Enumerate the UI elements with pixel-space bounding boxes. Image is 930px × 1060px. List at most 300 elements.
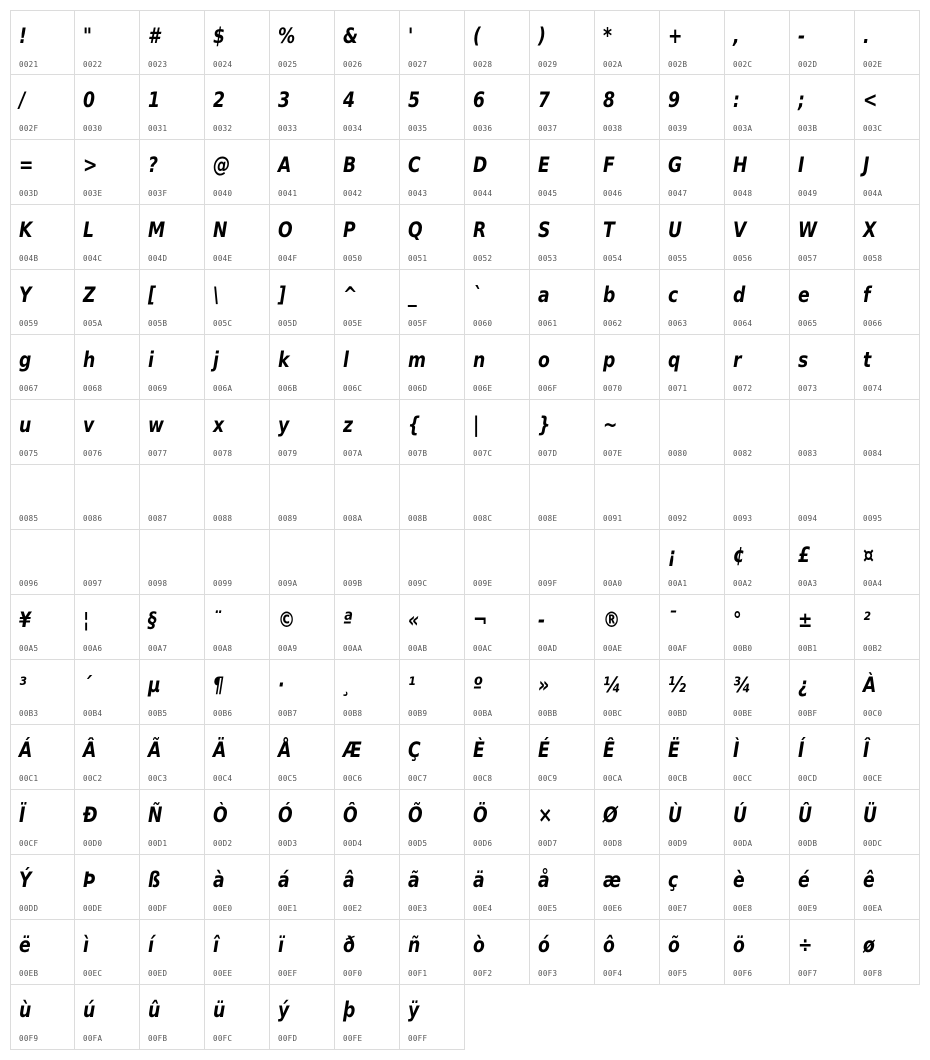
glyph-cell bbox=[270, 75, 335, 140]
glyph-codepoint: 00F4 bbox=[603, 969, 623, 978]
glyph-cell bbox=[400, 205, 465, 270]
glyph-cell bbox=[855, 205, 920, 270]
glyph-cell bbox=[530, 205, 595, 270]
glyph-codepoint: 0040 bbox=[213, 189, 233, 198]
glyph-char: 1 bbox=[148, 88, 160, 112]
glyph-cell bbox=[465, 270, 530, 335]
glyph-cell bbox=[465, 725, 530, 790]
glyph-codepoint: 0069 bbox=[148, 384, 168, 393]
glyph-char: [ bbox=[148, 283, 156, 307]
glyph-cell bbox=[270, 465, 335, 530]
glyph-char: R bbox=[473, 218, 487, 242]
glyph-codepoint: 00A3 bbox=[798, 579, 818, 588]
glyph-char: Ö bbox=[473, 803, 488, 827]
glyph-cell bbox=[660, 660, 725, 725]
glyph-codepoint: 0070 bbox=[603, 384, 623, 393]
glyph-char: > bbox=[83, 153, 98, 177]
glyph-char: à bbox=[213, 868, 225, 892]
glyph-codepoint: 009B bbox=[343, 579, 363, 588]
glyph-cell bbox=[270, 270, 335, 335]
glyph-codepoint: 00B7 bbox=[278, 709, 298, 718]
glyph-cell bbox=[725, 530, 790, 595]
glyph-codepoint: 00AF bbox=[668, 644, 688, 653]
glyph-codepoint: 00F7 bbox=[798, 969, 818, 978]
glyph-char: = bbox=[19, 153, 34, 177]
glyph-char: N bbox=[213, 218, 228, 242]
glyph-cell bbox=[595, 530, 660, 595]
glyph-cell bbox=[660, 465, 725, 530]
glyph-char: ä bbox=[473, 868, 485, 892]
glyph-codepoint: 0039 bbox=[668, 124, 688, 133]
glyph-codepoint: 00D1 bbox=[148, 839, 168, 848]
glyph-codepoint: 0072 bbox=[733, 384, 753, 393]
glyph-char: a bbox=[538, 283, 550, 307]
glyph-char: Ï bbox=[19, 803, 26, 827]
glyph-cell bbox=[140, 10, 205, 75]
glyph-char: ¡ bbox=[668, 543, 676, 567]
glyph-cell bbox=[270, 920, 335, 985]
glyph-codepoint: 0053 bbox=[538, 254, 558, 263]
glyph-codepoint: 007A bbox=[343, 449, 363, 458]
glyph-char: ¹ bbox=[408, 673, 416, 697]
glyph-codepoint: 0074 bbox=[863, 384, 883, 393]
glyph-codepoint: 0087 bbox=[148, 514, 168, 523]
glyph-cell bbox=[400, 335, 465, 400]
glyph-codepoint: 0077 bbox=[148, 449, 168, 458]
glyph-char: - bbox=[798, 24, 806, 48]
glyph-char: ü bbox=[213, 998, 226, 1022]
glyph-char: ] bbox=[278, 283, 286, 307]
glyph-cell bbox=[205, 10, 270, 75]
glyph-char: Ý bbox=[19, 868, 32, 892]
glyph-cell bbox=[725, 920, 790, 985]
glyph-codepoint: 00A4 bbox=[863, 579, 883, 588]
glyph-cell bbox=[205, 855, 270, 920]
glyph-codepoint: 006E bbox=[473, 384, 493, 393]
glyph-cell bbox=[400, 140, 465, 205]
glyph-char: è bbox=[733, 868, 745, 892]
glyph-cell bbox=[270, 595, 335, 660]
glyph-cell bbox=[140, 985, 205, 1050]
glyph-cell bbox=[270, 10, 335, 75]
glyph-char: ¢ bbox=[733, 543, 745, 567]
glyph-codepoint: 0098 bbox=[148, 579, 168, 588]
glyph-codepoint: 00AB bbox=[408, 644, 428, 653]
glyph-cell bbox=[10, 270, 75, 335]
glyph-codepoint: 00A1 bbox=[668, 579, 688, 588]
glyph-codepoint: 009E bbox=[473, 579, 493, 588]
glyph-char: ð bbox=[343, 933, 355, 957]
glyph-cell bbox=[855, 920, 920, 985]
glyph-codepoint: 005D bbox=[278, 319, 298, 328]
glyph-codepoint: 0061 bbox=[538, 319, 558, 328]
glyph-cell bbox=[140, 530, 205, 595]
glyph-codepoint: 00CD bbox=[798, 774, 818, 783]
glyph-cell bbox=[335, 335, 400, 400]
glyph-cell bbox=[335, 270, 400, 335]
glyph-codepoint: 008A bbox=[343, 514, 363, 523]
glyph-char: z bbox=[343, 413, 354, 437]
glyph-char: û bbox=[148, 998, 161, 1022]
glyph-cell bbox=[140, 270, 205, 335]
glyph-codepoint: 00BC bbox=[603, 709, 623, 718]
glyph-codepoint: 0056 bbox=[733, 254, 753, 263]
glyph-cell bbox=[75, 855, 140, 920]
glyph-char: j bbox=[213, 348, 219, 372]
glyph-cell bbox=[725, 10, 790, 75]
glyph-cell bbox=[400, 790, 465, 855]
glyph-codepoint: 0085 bbox=[19, 514, 39, 523]
glyph-cell bbox=[75, 920, 140, 985]
glyph-cell bbox=[465, 75, 530, 140]
glyph-cell bbox=[790, 465, 855, 530]
glyph-cell bbox=[335, 855, 400, 920]
glyph-cell bbox=[140, 205, 205, 270]
glyph-char: ª bbox=[343, 608, 353, 632]
glyph-codepoint: 00F9 bbox=[19, 1034, 39, 1043]
glyph-char: ` bbox=[473, 283, 482, 307]
glyph-codepoint: 0064 bbox=[733, 319, 753, 328]
glyph-codepoint: 00D7 bbox=[538, 839, 558, 848]
glyph-codepoint: 00C0 bbox=[863, 709, 883, 718]
glyph-cell bbox=[595, 855, 660, 920]
glyph-cell bbox=[595, 725, 660, 790]
glyph-codepoint: 00B6 bbox=[213, 709, 233, 718]
glyph-codepoint: 00C7 bbox=[408, 774, 428, 783]
glyph-cell bbox=[790, 335, 855, 400]
glyph-char: ° bbox=[733, 608, 742, 632]
glyph-cell bbox=[660, 530, 725, 595]
glyph-cell bbox=[530, 660, 595, 725]
glyph-codepoint: 0084 bbox=[863, 449, 883, 458]
glyph-cell bbox=[270, 790, 335, 855]
glyph-char: ß bbox=[148, 868, 161, 892]
glyph-char: ý bbox=[278, 998, 290, 1022]
glyph-cell bbox=[270, 660, 335, 725]
glyph-cell bbox=[335, 790, 400, 855]
glyph-codepoint: 006F bbox=[538, 384, 558, 393]
glyph-codepoint: 00C8 bbox=[473, 774, 493, 783]
glyph-cell bbox=[595, 660, 660, 725]
glyph-char: ö bbox=[733, 933, 745, 957]
glyph-codepoint: 00F3 bbox=[538, 969, 558, 978]
glyph-codepoint: 003F bbox=[148, 189, 168, 198]
glyph-char: : bbox=[733, 88, 740, 112]
glyph-codepoint: 004D bbox=[148, 254, 168, 263]
glyph-cell bbox=[465, 595, 530, 660]
glyph-char: ~ bbox=[603, 413, 618, 437]
glyph-char: ã bbox=[408, 868, 420, 892]
glyph-char: Î bbox=[863, 738, 870, 762]
glyph-char: í bbox=[148, 933, 154, 957]
glyph-cell bbox=[10, 595, 75, 660]
glyph-codepoint: 00FB bbox=[148, 1034, 168, 1043]
glyph-cell bbox=[205, 920, 270, 985]
glyph-char: ú bbox=[83, 998, 96, 1022]
glyph-codepoint: 0076 bbox=[83, 449, 103, 458]
glyph-cell bbox=[465, 530, 530, 595]
glyph-codepoint: 00A2 bbox=[733, 579, 753, 588]
glyph-cell bbox=[140, 920, 205, 985]
glyph-codepoint: 0099 bbox=[213, 579, 233, 588]
glyph-cell bbox=[335, 595, 400, 660]
glyph-char: ø bbox=[863, 933, 875, 957]
glyph-char: å bbox=[538, 868, 550, 892]
glyph-codepoint: 0097 bbox=[83, 579, 103, 588]
glyph-codepoint: 00BF bbox=[798, 709, 818, 718]
glyph-codepoint: 0063 bbox=[668, 319, 688, 328]
glyph-cell bbox=[790, 855, 855, 920]
glyph-cell bbox=[335, 140, 400, 205]
glyph-char: , bbox=[733, 24, 740, 48]
glyph-cell bbox=[400, 75, 465, 140]
glyph-codepoint: 00D8 bbox=[603, 839, 623, 848]
glyph-cell bbox=[595, 75, 660, 140]
glyph-char: ! bbox=[19, 24, 27, 48]
glyph-codepoint: 00E8 bbox=[733, 904, 753, 913]
glyph-cell bbox=[270, 985, 335, 1050]
glyph-codepoint: 0024 bbox=[213, 60, 233, 69]
character-map-grid bbox=[10, 10, 920, 1050]
glyph-cell bbox=[140, 75, 205, 140]
glyph-char: % bbox=[278, 24, 296, 48]
glyph-char: H bbox=[733, 153, 748, 177]
glyph-cell bbox=[205, 75, 270, 140]
glyph-char: Ð bbox=[83, 803, 98, 827]
glyph-char: ; bbox=[798, 88, 805, 112]
glyph-codepoint: 007D bbox=[538, 449, 558, 458]
glyph-codepoint: 00BD bbox=[668, 709, 688, 718]
glyph-codepoint: 00FF bbox=[408, 1034, 428, 1043]
glyph-cell bbox=[855, 530, 920, 595]
glyph-cell bbox=[595, 270, 660, 335]
glyph-char: 2 bbox=[213, 88, 225, 112]
glyph-char: A bbox=[278, 153, 292, 177]
glyph-char: V bbox=[733, 218, 747, 242]
glyph-codepoint: 00C2 bbox=[83, 774, 103, 783]
glyph-cell bbox=[140, 790, 205, 855]
glyph-cell bbox=[10, 660, 75, 725]
glyph-char: & bbox=[343, 24, 359, 48]
glyph-codepoint: 0043 bbox=[408, 189, 428, 198]
glyph-codepoint: 0038 bbox=[603, 124, 623, 133]
glyph-cell bbox=[725, 205, 790, 270]
glyph-char: ® bbox=[603, 608, 621, 632]
glyph-codepoint: 00B8 bbox=[343, 709, 363, 718]
glyph-char: f bbox=[863, 283, 871, 307]
glyph-codepoint: 006C bbox=[343, 384, 363, 393]
glyph-char: ë bbox=[19, 933, 31, 957]
glyph-cell bbox=[205, 335, 270, 400]
glyph-codepoint: 0026 bbox=[343, 60, 363, 69]
glyph-char: ) bbox=[538, 24, 546, 48]
glyph-char: ï bbox=[278, 933, 284, 957]
glyph-codepoint: 0045 bbox=[538, 189, 558, 198]
glyph-char: ¤ bbox=[863, 543, 874, 567]
glyph-codepoint: 0050 bbox=[343, 254, 363, 263]
glyph-codepoint: 00C3 bbox=[148, 774, 168, 783]
glyph-codepoint: 004A bbox=[863, 189, 883, 198]
glyph-codepoint: 00B2 bbox=[863, 644, 883, 653]
glyph-char: $ bbox=[213, 24, 225, 48]
glyph-char: # bbox=[148, 24, 160, 48]
glyph-cell bbox=[790, 400, 855, 465]
glyph-char: ² bbox=[863, 608, 871, 632]
glyph-char: õ bbox=[668, 933, 680, 957]
glyph-codepoint: 00CB bbox=[668, 774, 688, 783]
glyph-char: i bbox=[148, 348, 154, 372]
glyph-cell bbox=[790, 140, 855, 205]
glyph-codepoint: 0052 bbox=[473, 254, 493, 263]
glyph-cell bbox=[400, 855, 465, 920]
glyph-cell bbox=[855, 725, 920, 790]
glyph-cell bbox=[725, 595, 790, 660]
glyph-char: ´ bbox=[83, 673, 92, 697]
glyph-cell bbox=[595, 465, 660, 530]
glyph-codepoint: 00EB bbox=[19, 969, 39, 978]
glyph-cell bbox=[660, 10, 725, 75]
glyph-cell bbox=[660, 595, 725, 660]
glyph-codepoint: 0034 bbox=[343, 124, 363, 133]
glyph-codepoint: 0058 bbox=[863, 254, 883, 263]
glyph-char: Ê bbox=[603, 738, 615, 762]
glyph-codepoint: 0059 bbox=[19, 319, 39, 328]
glyph-char: ¸ bbox=[343, 673, 352, 697]
glyph-cell bbox=[270, 725, 335, 790]
glyph-char: b bbox=[603, 283, 616, 307]
glyph-codepoint: 0049 bbox=[798, 189, 818, 198]
glyph-codepoint: 0037 bbox=[538, 124, 558, 133]
glyph-codepoint: 00DF bbox=[148, 904, 168, 913]
glyph-char: § bbox=[148, 608, 157, 632]
glyph-codepoint: 00C4 bbox=[213, 774, 233, 783]
glyph-cell bbox=[855, 335, 920, 400]
glyph-codepoint: 0091 bbox=[603, 514, 623, 523]
glyph-cell bbox=[10, 10, 75, 75]
glyph-cell bbox=[790, 530, 855, 595]
glyph-codepoint: 00C9 bbox=[538, 774, 558, 783]
glyph-char: ^ bbox=[343, 283, 358, 307]
glyph-cell bbox=[595, 205, 660, 270]
glyph-cell bbox=[660, 140, 725, 205]
glyph-codepoint: 00BB bbox=[538, 709, 558, 718]
glyph-cell bbox=[465, 10, 530, 75]
glyph-codepoint: 0046 bbox=[603, 189, 623, 198]
glyph-char: Æ bbox=[343, 738, 362, 762]
glyph-char: 7 bbox=[538, 88, 550, 112]
glyph-cell bbox=[75, 465, 140, 530]
glyph-codepoint: 0055 bbox=[668, 254, 688, 263]
glyph-codepoint: 0029 bbox=[538, 60, 558, 69]
glyph-codepoint: 0027 bbox=[408, 60, 428, 69]
glyph-codepoint: 00FE bbox=[343, 1034, 363, 1043]
glyph-char: c bbox=[668, 283, 679, 307]
glyph-cell bbox=[660, 205, 725, 270]
glyph-codepoint: 008B bbox=[408, 514, 428, 523]
glyph-cell bbox=[790, 75, 855, 140]
glyph-codepoint: 00AE bbox=[603, 644, 623, 653]
glyph-char: ± bbox=[798, 608, 813, 632]
glyph-codepoint: 009F bbox=[538, 579, 558, 588]
glyph-char: â bbox=[343, 868, 355, 892]
glyph-cell bbox=[660, 725, 725, 790]
glyph-char: t bbox=[863, 348, 872, 372]
glyph-char: G bbox=[668, 153, 683, 177]
glyph-char: × bbox=[538, 803, 553, 827]
glyph-cell bbox=[205, 660, 270, 725]
glyph-char: h bbox=[83, 348, 96, 372]
glyph-codepoint: 00B4 bbox=[83, 709, 103, 718]
glyph-char: q bbox=[668, 348, 681, 372]
glyph-codepoint: 008C bbox=[473, 514, 493, 523]
glyph-codepoint: 006B bbox=[278, 384, 298, 393]
glyph-codepoint: 005E bbox=[343, 319, 363, 328]
glyph-codepoint: 0022 bbox=[83, 60, 103, 69]
glyph-char: D bbox=[473, 153, 488, 177]
glyph-codepoint: 00B0 bbox=[733, 644, 753, 653]
glyph-codepoint: 00B1 bbox=[798, 644, 818, 653]
glyph-char: K bbox=[19, 218, 33, 242]
glyph-cell bbox=[75, 725, 140, 790]
glyph-codepoint: 00ED bbox=[148, 969, 168, 978]
glyph-char: * bbox=[603, 24, 613, 48]
glyph-codepoint: 00C6 bbox=[343, 774, 363, 783]
glyph-codepoint: 009A bbox=[278, 579, 298, 588]
glyph-char: á bbox=[278, 868, 290, 892]
glyph-codepoint: 00DC bbox=[863, 839, 883, 848]
glyph-char: ¦ bbox=[83, 608, 90, 632]
glyph-codepoint: 00BE bbox=[733, 709, 753, 718]
glyph-codepoint: 00DB bbox=[798, 839, 818, 848]
glyph-char: ? bbox=[148, 153, 158, 177]
glyph-cell bbox=[530, 75, 595, 140]
glyph-char: I bbox=[798, 153, 805, 177]
glyph-codepoint: 0054 bbox=[603, 254, 623, 263]
glyph-cell bbox=[75, 140, 140, 205]
glyph-char: Ô bbox=[343, 803, 358, 827]
glyph-cell bbox=[400, 10, 465, 75]
glyph-char: B bbox=[343, 153, 357, 177]
glyph-cell bbox=[205, 725, 270, 790]
glyph-char: F bbox=[603, 153, 615, 177]
glyph-char: ¶ bbox=[213, 673, 224, 697]
glyph-char: ì bbox=[83, 933, 89, 957]
glyph-cell bbox=[790, 595, 855, 660]
glyph-cell bbox=[10, 465, 75, 530]
glyph-codepoint: 00EA bbox=[863, 904, 883, 913]
glyph-cell bbox=[530, 270, 595, 335]
glyph-cell bbox=[270, 335, 335, 400]
glyph-cell bbox=[530, 335, 595, 400]
glyph-cell bbox=[725, 75, 790, 140]
glyph-cell bbox=[140, 855, 205, 920]
glyph-codepoint: 00D5 bbox=[408, 839, 428, 848]
glyph-codepoint: 004B bbox=[19, 254, 39, 263]
glyph-char: u bbox=[19, 413, 32, 437]
glyph-codepoint: 00B5 bbox=[148, 709, 168, 718]
glyph-char: ù bbox=[19, 998, 32, 1022]
glyph-codepoint: 00D4 bbox=[343, 839, 363, 848]
glyph-char: o bbox=[538, 348, 550, 372]
glyph-cell bbox=[855, 660, 920, 725]
glyph-cell bbox=[75, 660, 140, 725]
glyph-cell bbox=[595, 10, 660, 75]
glyph-char: Ó bbox=[278, 803, 293, 827]
glyph-char: Â bbox=[83, 738, 97, 762]
glyph-codepoint: 004C bbox=[83, 254, 103, 263]
glyph-char: Ò bbox=[213, 803, 228, 827]
glyph-char: \ bbox=[213, 283, 220, 307]
